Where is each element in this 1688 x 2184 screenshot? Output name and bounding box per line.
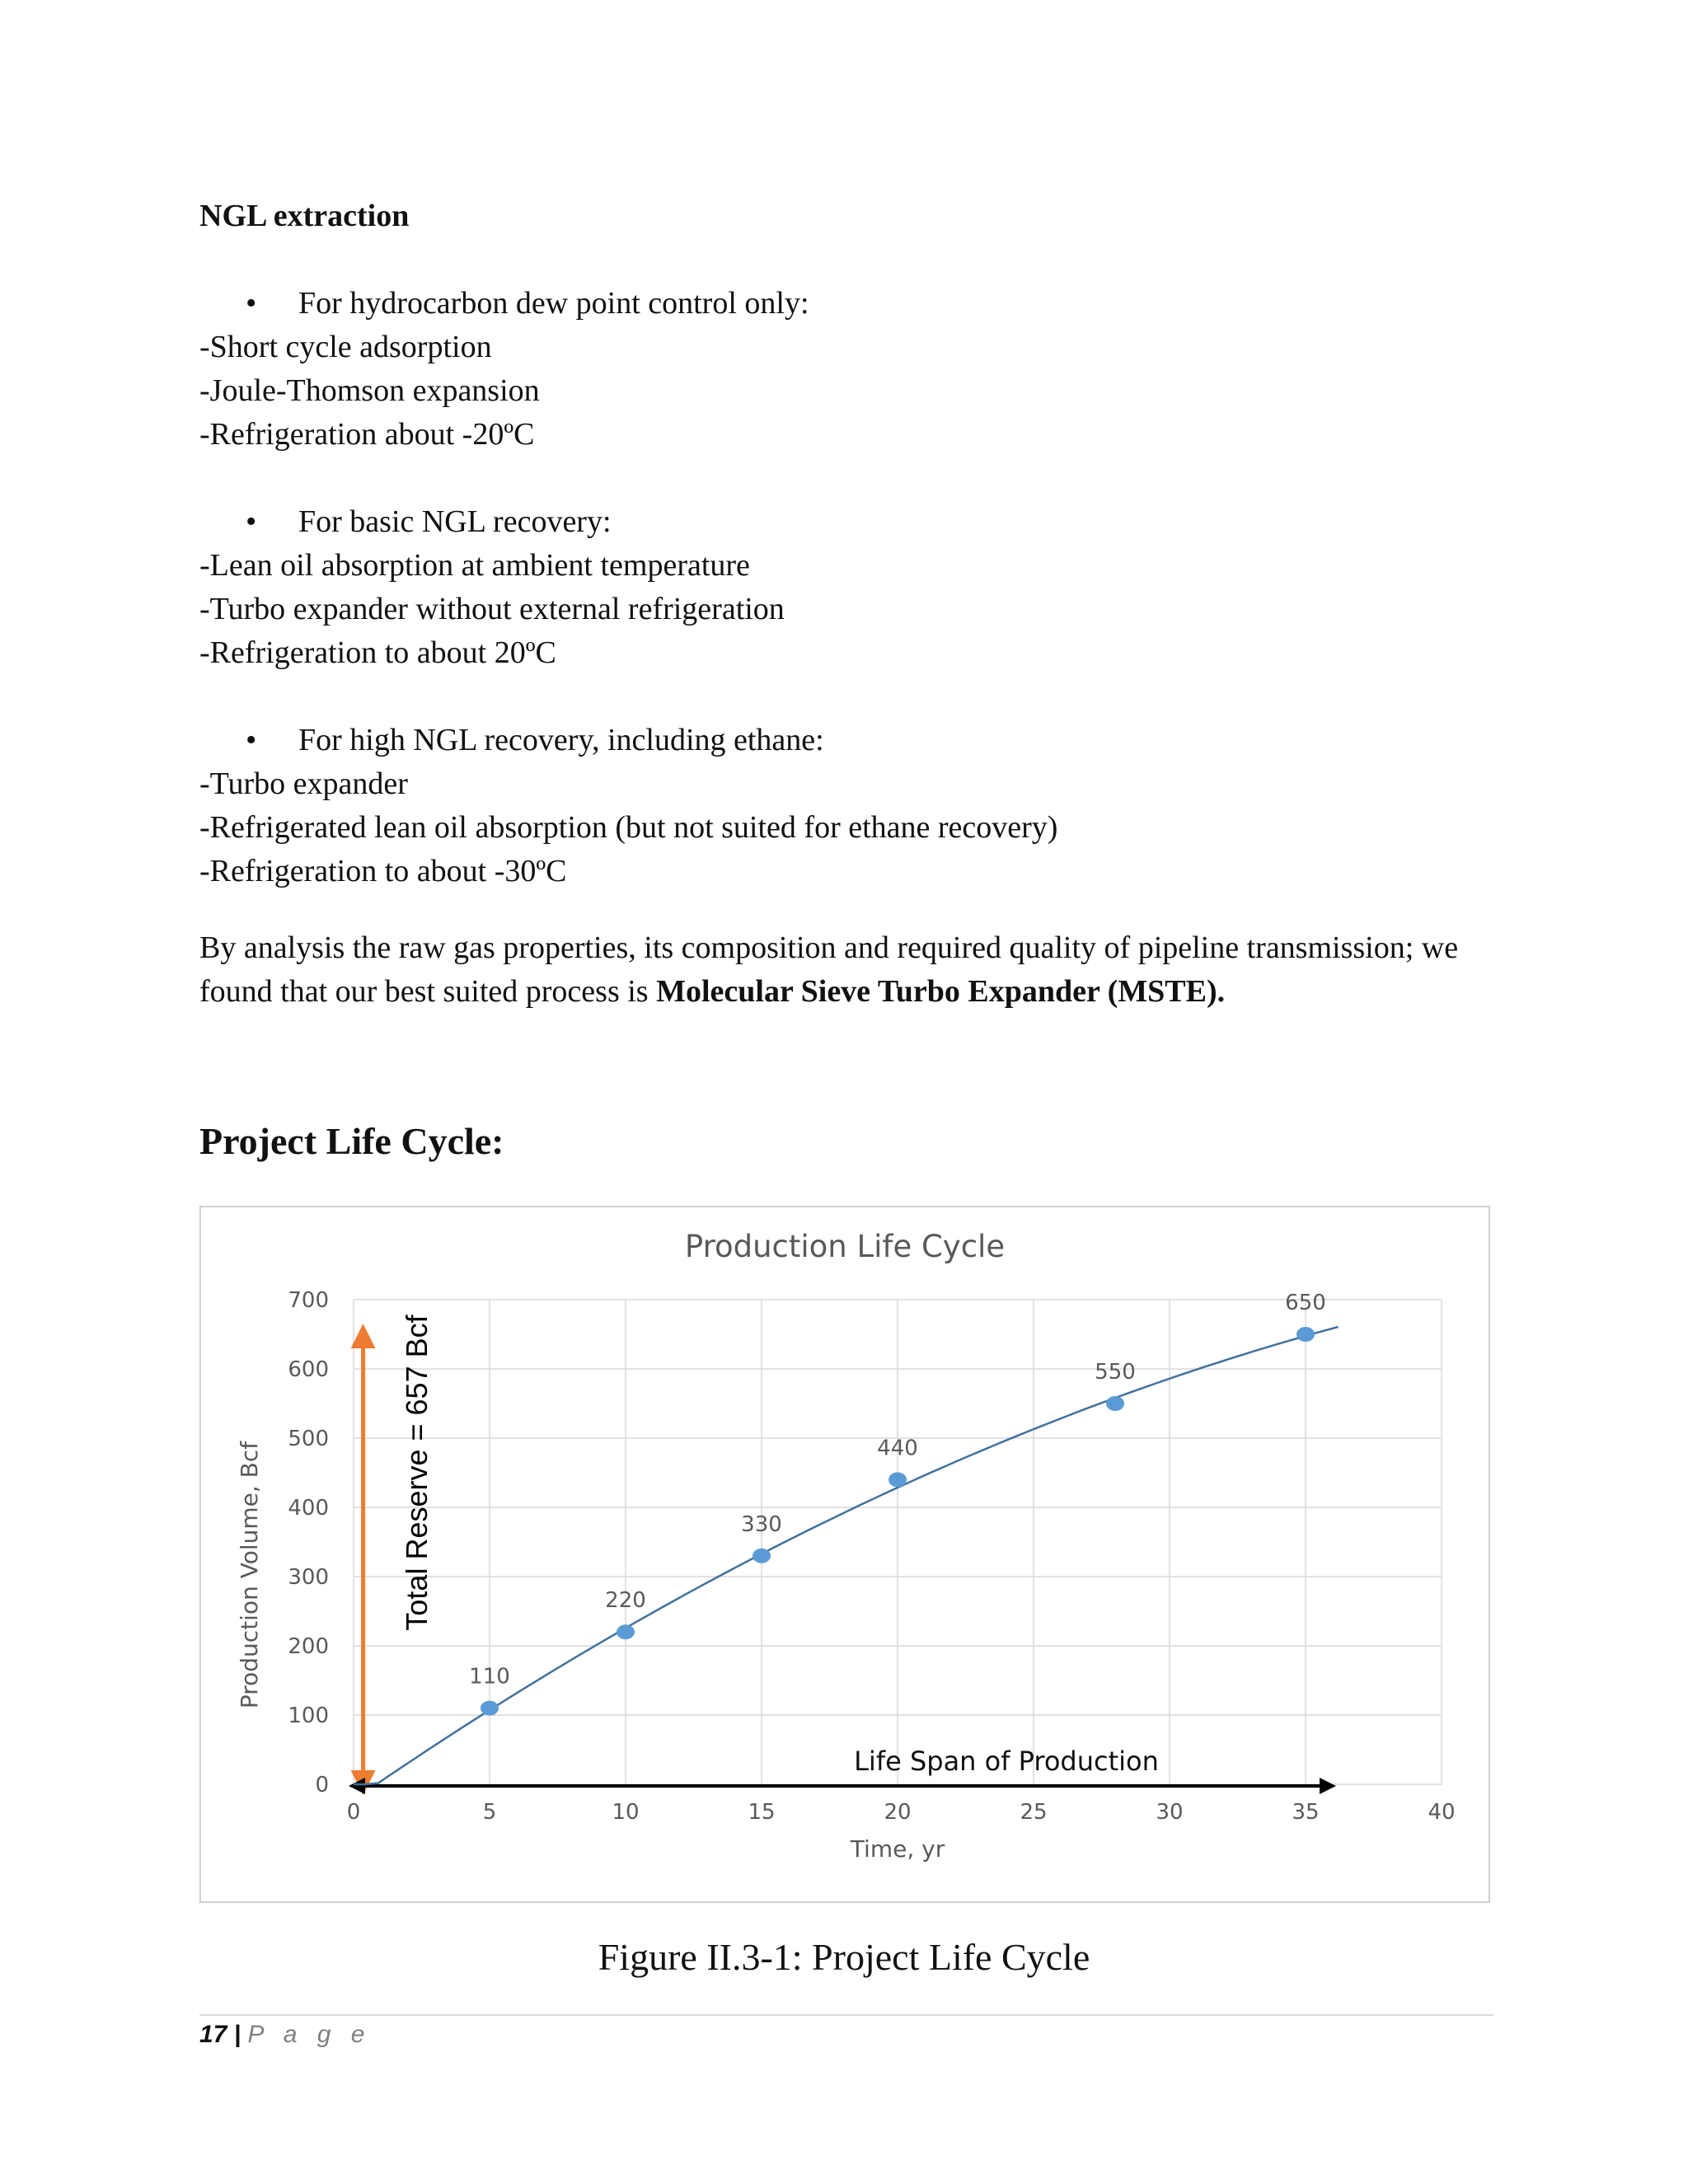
list-item: -Refrigerated lean oil absorption (but not suited for ethane recovery) [199, 810, 1058, 845]
x-tick-label: 0 [346, 1800, 361, 1825]
y-tick-label: 600 [288, 1357, 329, 1382]
production-life-cycle-chart [201, 1207, 1489, 1901]
list-item: -Refrigeration to about 20ºC [199, 635, 556, 670]
data-label: 440 [877, 1436, 918, 1461]
x-tick-label: 5 [482, 1800, 497, 1825]
data-point [481, 1701, 499, 1716]
y-tick-label: 700 [288, 1288, 329, 1313]
y-tick-label: 500 [288, 1427, 329, 1451]
data-label: 110 [469, 1664, 510, 1690]
lifespan-arrow-label: Life Span of Production [854, 1746, 1159, 1777]
x-tick-label: 40 [1428, 1800, 1456, 1825]
data-point [753, 1549, 771, 1563]
project-life-cycle-title: Project Life Cycle: [199, 1120, 504, 1162]
data-point [1106, 1396, 1124, 1411]
bullet-group-3 [199, 719, 1493, 762]
list-item: -Refrigeration to about -30ºC [199, 854, 567, 888]
bullet-icon: • [246, 286, 257, 321]
list-item: -Joule-Thomson expansion [199, 373, 540, 408]
chart-title: Production Life Cycle [684, 1229, 1006, 1264]
x-tick-label: 20 [884, 1800, 912, 1825]
conclusion-paragraph [199, 926, 1493, 1014]
y-tick-label: 200 [288, 1634, 329, 1659]
x-tick-label: 35 [1292, 1800, 1320, 1825]
document-body [199, 194, 1493, 1166]
list-item: -Refrigeration about -20ºC [199, 417, 535, 452]
list-item: -Short cycle adsorption [199, 330, 492, 364]
list-item: -Turbo expander without external refrigeration [199, 592, 785, 626]
page-footer [199, 2021, 371, 2049]
bullet-group-1 [199, 282, 1493, 326]
y-axis-ticks [288, 1288, 329, 1797]
bullet-text: For high NGL recovery, including ethane: [298, 723, 824, 757]
data-point [889, 1472, 907, 1487]
x-tick-label: 25 [1020, 1800, 1048, 1825]
reserve-arrow-label: Total Reserve = 657 Bcf [400, 1315, 434, 1631]
footer-separator: | [233, 2021, 241, 2048]
data-label: 330 [741, 1511, 782, 1537]
list-item: -Lean oil absorption at ambient temperature [199, 548, 750, 583]
x-tick-label: 15 [748, 1800, 776, 1825]
list-item: -Turbo expander [199, 766, 408, 801]
footer-divider [199, 2014, 1493, 2016]
bullet-icon: • [246, 504, 257, 539]
chart-frame [199, 1206, 1490, 1903]
data-label: 650 [1285, 1291, 1326, 1315]
x-axis-ticks [347, 1800, 1456, 1825]
y-tick-label: 300 [288, 1565, 329, 1590]
x-axis-label: Time, yr [850, 1835, 945, 1863]
data-label: 220 [605, 1588, 646, 1614]
y-tick-label: 400 [288, 1496, 329, 1521]
page-number: 17 [199, 2021, 227, 2048]
figure-caption: Figure II.3-1: Project Life Cycle [598, 1936, 1090, 1978]
x-tick-label: 30 [1156, 1800, 1184, 1825]
bullet-text: For hydrocarbon dew point control only: [298, 286, 809, 321]
y-axis-label: Production Volume, Bcf [236, 1441, 263, 1709]
paragraph-bold: Molecular Sieve Turbo Expander (MSTE). [656, 974, 1226, 1009]
bullet-icon: • [246, 723, 257, 757]
bullet-group-2 [199, 500, 1493, 544]
bullet-text: For basic NGL recovery: [298, 504, 612, 539]
x-tick-label: 10 [612, 1800, 640, 1825]
y-tick-label: 100 [288, 1704, 329, 1728]
data-point [617, 1624, 635, 1639]
data-point [1296, 1327, 1315, 1342]
data-label: 550 [1095, 1360, 1136, 1385]
paragraph-lead: By analysis the raw gas properties, its composition and required quality of pipeline transmission; we found that our best suited process is [199, 930, 1459, 1009]
section-heading: NGL extraction [199, 199, 410, 233]
chart-grid [354, 1300, 1442, 1784]
page-word: P a g e [247, 2021, 372, 2048]
y-tick-label: 0 [315, 1773, 329, 1797]
